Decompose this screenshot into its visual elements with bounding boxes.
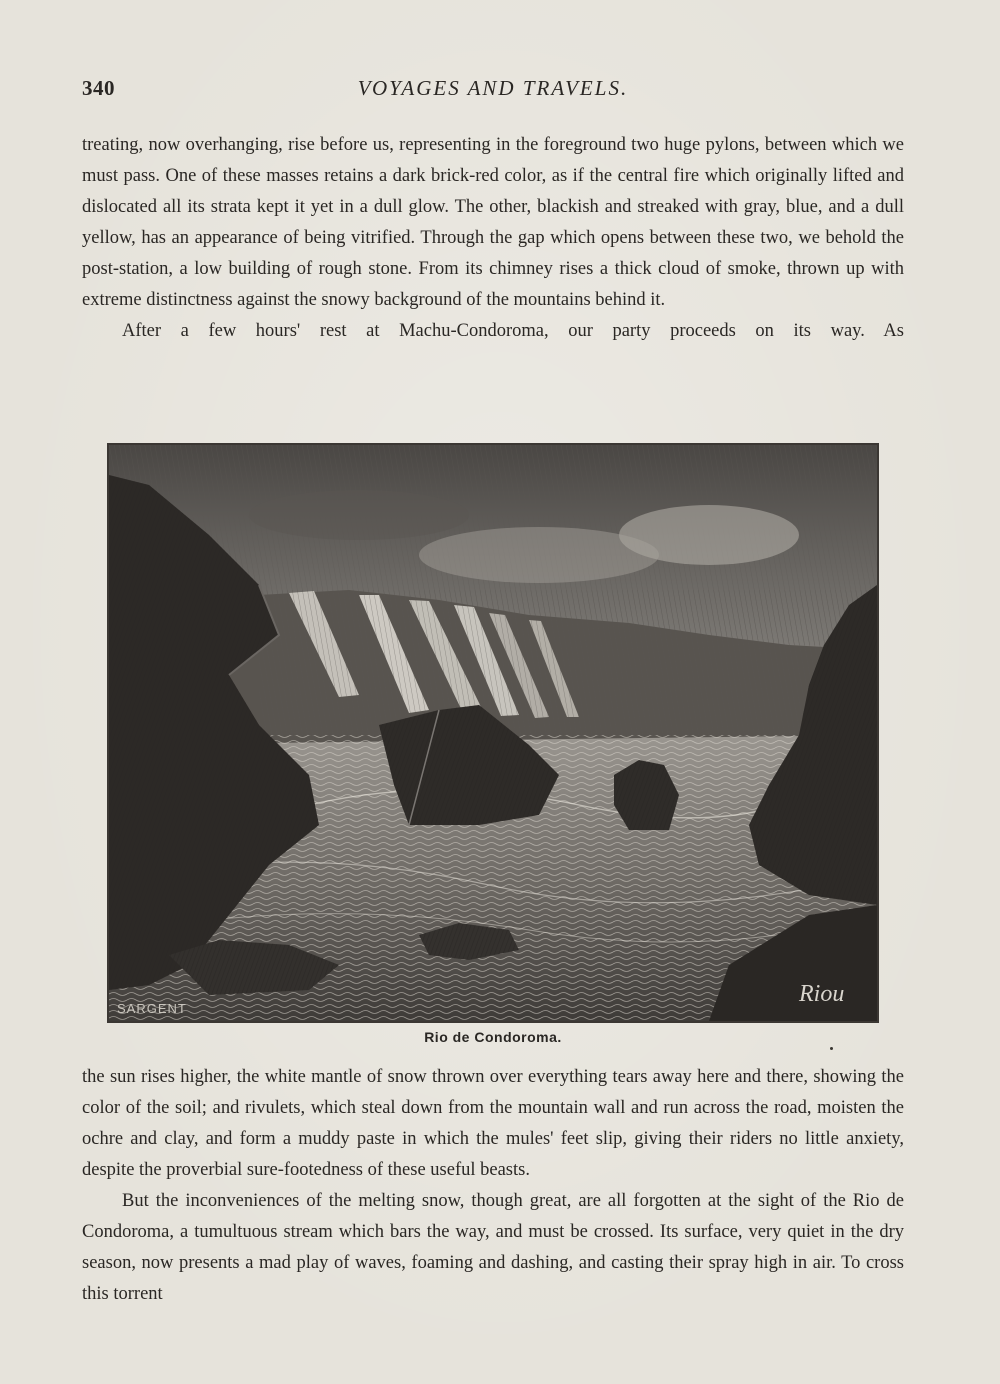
top-paragraph-2: After a few hours' rest at Machu-Condoroma, our party proceeds on its way. As [122, 321, 904, 341]
bottom-paragraph-1: the sun rises higher, the white mantle of snow thrown over everything tears away here and there, showing the color of the soil; and rivulets, which steal down from the mountain wall and run across the road, moisten the ochre and clay, and form a muddy paste in which the mules' feet slip, giving their riders no little anxiety, despite the proverbial sure-footedness of these useful beasts. [82, 1067, 904, 1180]
artist-signature: Riou [799, 981, 845, 1007]
bottom-text-block [82, 1062, 904, 1310]
engraving-illustration [107, 443, 879, 1023]
bottom-paragraph-2: But the inconveniences of the melting snow, though great, are all forgotten at the sight of the Rio de Condoroma, a tumultuous stream which bars the way, and must be crossed. Its surface, very quiet in the dry season, now presents a mad play of waves, foaming and dashing, and casting their spray high in air. To cross this torrent [82, 1191, 904, 1304]
engraving-river-scene [109, 445, 877, 1021]
figure-caption: Rio de Condoroma. [424, 1029, 562, 1045]
top-paragraph-1: treating, now overhanging, rise before us, representing in the foreground two huge pylons, between which we must pass. One of these masses retains a dark brick-red color, as if the central fire which originally lifted and dislocated all its strata kept it yet in a dull glow. The other, blackish and streaked with gray, blue, and a dull yellow, has an appearance of being vitrified. Through the gap which opens between these two, we behold the post-station, a low building of rough stone. From its chimney rises a thick cloud of smoke, thrown up with extreme distinctness against the snowy background of the mountains behind it. [82, 135, 904, 310]
running-head [82, 76, 904, 106]
page-number: 340 [82, 76, 115, 100]
print-speck [830, 1047, 833, 1050]
running-title: VOYAGES AND TRAVELS. [357, 76, 629, 100]
top-text-block [82, 130, 904, 347]
engraver-signature: SARGENT [117, 1001, 187, 1016]
